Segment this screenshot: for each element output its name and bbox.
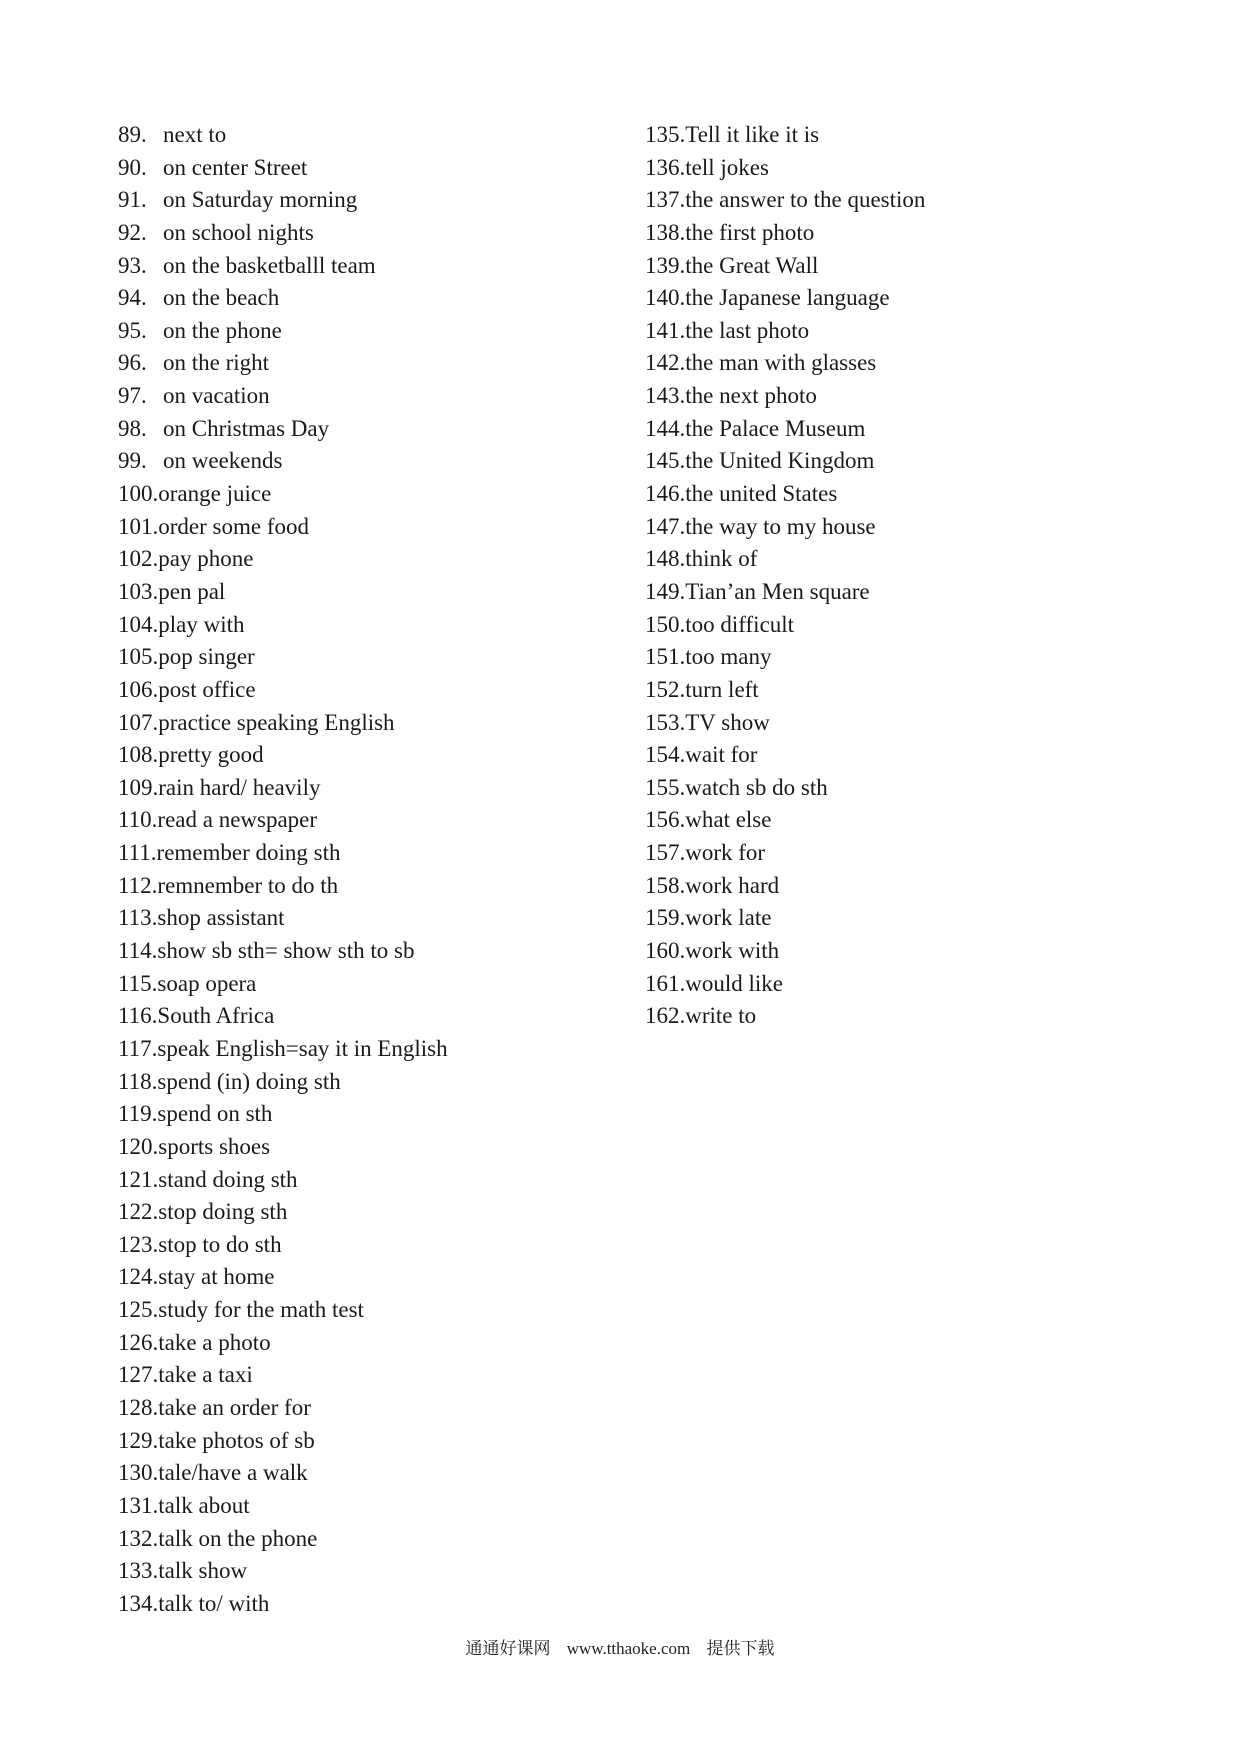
phrase-item bbox=[118, 1588, 648, 1621]
phrase-number: 162. bbox=[645, 1003, 686, 1029]
phrase-text: Tian’an Men square bbox=[685, 578, 870, 604]
phrase-number: 120. bbox=[118, 1133, 159, 1159]
phrase-number: 92. bbox=[118, 219, 147, 245]
phrase-item bbox=[118, 674, 648, 707]
phrase-item bbox=[118, 1196, 648, 1229]
footer-site-name: 通通好课网 bbox=[465, 1639, 551, 1658]
phrase-number: 125. bbox=[118, 1297, 159, 1323]
phrase-item bbox=[118, 217, 648, 250]
phrase-number: 108. bbox=[118, 742, 159, 768]
phrase-item bbox=[118, 968, 648, 1001]
phrase-text: stay at home bbox=[158, 1264, 275, 1290]
phrase-number: 141. bbox=[645, 317, 686, 343]
phrase-text: on the phone bbox=[163, 317, 282, 343]
phrase-text: pop singer bbox=[158, 644, 255, 670]
phrase-text: remnember to do th bbox=[157, 872, 339, 898]
phrase-text: on center Street bbox=[163, 154, 308, 180]
phrase-item bbox=[118, 478, 648, 511]
phrase-item bbox=[118, 152, 648, 185]
phrase-number: 151. bbox=[645, 644, 686, 670]
phrase-item bbox=[645, 511, 1205, 544]
phrase-text: the next photo bbox=[685, 383, 817, 409]
phrase-text: on weekends bbox=[163, 448, 283, 474]
phrase-item bbox=[118, 1229, 648, 1262]
phrase-text: stand doing sth bbox=[158, 1166, 298, 1192]
phrase-text: practice speaking English bbox=[158, 709, 395, 735]
phrase-text: work for bbox=[685, 840, 766, 866]
phrase-text: the Palace Museum bbox=[685, 415, 866, 441]
phrase-number: 154. bbox=[645, 742, 686, 768]
phrase-text: the first photo bbox=[685, 219, 815, 245]
phrase-number: 111. bbox=[118, 840, 157, 866]
phrase-text: tell jokes bbox=[685, 154, 769, 180]
phrase-number: 123. bbox=[118, 1231, 159, 1257]
phrase-text: pretty good bbox=[158, 742, 264, 768]
phrase-number: 139. bbox=[645, 252, 686, 278]
phrase-number: 161. bbox=[645, 970, 686, 996]
phrase-text: on the right bbox=[163, 350, 270, 376]
phrase-number: 149. bbox=[645, 578, 686, 604]
phrase-list-left bbox=[118, 119, 648, 1620]
phrase-item bbox=[645, 641, 1205, 674]
phrase-item bbox=[645, 184, 1205, 217]
phrase-text: take a taxi bbox=[158, 1362, 253, 1388]
phrase-text: the man with glasses bbox=[685, 350, 877, 376]
phrase-text: turn left bbox=[685, 676, 759, 702]
phrase-item bbox=[118, 1294, 648, 1327]
phrase-text: tale/have a walk bbox=[158, 1460, 308, 1486]
phrase-number: 118. bbox=[118, 1068, 158, 1094]
phrase-item bbox=[645, 707, 1205, 740]
phrase-number: 126. bbox=[118, 1329, 159, 1355]
phrase-number: 158. bbox=[645, 872, 686, 898]
phrase-text: next to bbox=[163, 122, 227, 147]
phrase-number: 114. bbox=[118, 938, 158, 964]
phrase-number: 97. bbox=[118, 383, 147, 409]
phrase-number: 100. bbox=[118, 481, 159, 507]
phrase-item bbox=[645, 1000, 1205, 1033]
phrase-text: pen pal bbox=[158, 578, 226, 604]
phrase-item bbox=[645, 152, 1205, 185]
phrase-item bbox=[645, 804, 1205, 837]
phrase-text: rain hard/ heavily bbox=[158, 774, 321, 800]
phrase-item bbox=[645, 347, 1205, 380]
phrase-text: write to bbox=[685, 1003, 757, 1029]
phrase-number: 128. bbox=[118, 1394, 159, 1420]
phrase-number: 113. bbox=[118, 905, 158, 931]
phrase-item bbox=[645, 837, 1205, 870]
phrase-item bbox=[118, 1066, 648, 1099]
phrase-text: the United Kingdom bbox=[685, 448, 875, 474]
phrase-text: the answer to the question bbox=[685, 187, 926, 213]
phrase-item bbox=[118, 641, 648, 674]
phrase-text: the Japanese language bbox=[685, 285, 890, 311]
phrase-text: read a newspaper bbox=[157, 807, 318, 833]
phrase-number: 107. bbox=[118, 709, 159, 735]
phrase-number: 99. bbox=[118, 448, 147, 474]
phrase-number: 93. bbox=[118, 252, 147, 278]
phrase-item bbox=[118, 804, 648, 837]
phrase-text: Tell it like it is bbox=[685, 122, 820, 147]
phrase-number: 115. bbox=[118, 970, 158, 996]
phrase-text: play with bbox=[158, 611, 245, 637]
phrase-number: 136. bbox=[645, 154, 686, 180]
phrase-number: 101. bbox=[118, 513, 159, 539]
phrase-item bbox=[118, 902, 648, 935]
phrase-number: 156. bbox=[645, 807, 686, 833]
phrase-number: 134. bbox=[118, 1590, 159, 1616]
phrase-number: 155. bbox=[645, 774, 686, 800]
phrase-number: 153. bbox=[645, 709, 686, 735]
phrase-item bbox=[118, 1131, 648, 1164]
phrase-item bbox=[118, 1490, 648, 1523]
phrase-text: what else bbox=[685, 807, 772, 833]
phrase-text: soap opera bbox=[157, 970, 257, 996]
phrase-number: 145. bbox=[645, 448, 686, 474]
phrase-item bbox=[118, 870, 648, 903]
phrase-number: 91. bbox=[118, 187, 147, 213]
phrase-number: 89. bbox=[118, 122, 147, 147]
phrase-number: 159. bbox=[645, 905, 686, 931]
phrase-number: 116. bbox=[118, 1003, 158, 1029]
phrase-number: 157. bbox=[645, 840, 686, 866]
phrase-text: pay phone bbox=[158, 546, 254, 572]
phrase-number: 109. bbox=[118, 774, 159, 800]
phrase-text: on Saturday morning bbox=[163, 187, 358, 213]
phrase-item bbox=[118, 609, 648, 642]
phrase-number: 144. bbox=[645, 415, 686, 441]
phrase-item bbox=[118, 1392, 648, 1425]
phrase-item bbox=[118, 1000, 648, 1033]
phrase-item bbox=[118, 1457, 648, 1490]
phrase-text: the way to my house bbox=[685, 513, 876, 539]
phrase-text: speak English=say it in English bbox=[157, 1035, 448, 1061]
phrase-item bbox=[118, 707, 648, 740]
phrase-item bbox=[645, 739, 1205, 772]
phrase-text: talk about bbox=[158, 1492, 250, 1518]
phrase-text: work late bbox=[685, 905, 772, 931]
phrase-item bbox=[645, 413, 1205, 446]
phrase-text: too difficult bbox=[685, 611, 795, 637]
phrase-item bbox=[118, 739, 648, 772]
phrase-item bbox=[118, 1261, 648, 1294]
phrase-item bbox=[645, 282, 1205, 315]
phrase-item bbox=[118, 1425, 648, 1458]
phrase-text: the united States bbox=[685, 481, 838, 507]
phrase-item bbox=[118, 576, 648, 609]
phrase-text: study for the math test bbox=[158, 1297, 364, 1323]
phrase-item bbox=[118, 445, 648, 478]
phrase-number: 160. bbox=[645, 938, 686, 964]
phrase-text: TV show bbox=[685, 709, 770, 735]
phrase-number: 135. bbox=[645, 122, 686, 147]
phrase-text: on school nights bbox=[163, 219, 314, 245]
phrase-text: stop doing sth bbox=[158, 1199, 288, 1225]
phrase-number: 133. bbox=[118, 1558, 159, 1584]
phrase-text: on the beach bbox=[163, 285, 280, 311]
phrase-item bbox=[118, 935, 648, 968]
phrase-text: the Great Wall bbox=[685, 252, 819, 278]
phrase-text: would like bbox=[685, 970, 783, 996]
phrase-number: 102. bbox=[118, 546, 159, 572]
phrase-item bbox=[118, 1359, 648, 1392]
phrase-text: on Christmas Day bbox=[163, 415, 330, 441]
phrase-item bbox=[645, 315, 1205, 348]
phrase-item bbox=[118, 1033, 648, 1066]
phrase-item bbox=[645, 119, 1205, 152]
phrase-number: 96. bbox=[118, 350, 147, 376]
phrase-item bbox=[645, 217, 1205, 250]
phrase-number: 124. bbox=[118, 1264, 159, 1290]
phrase-item bbox=[118, 511, 648, 544]
phrase-item bbox=[645, 380, 1205, 413]
phrase-text: wait for bbox=[685, 742, 758, 768]
phrase-text: talk show bbox=[158, 1558, 248, 1584]
phrase-number: 132. bbox=[118, 1525, 159, 1551]
phrase-text: show sb sth= show sth to sb bbox=[157, 938, 415, 964]
phrase-item bbox=[645, 543, 1205, 576]
phrase-item bbox=[118, 119, 648, 152]
phrase-number: 131. bbox=[118, 1492, 159, 1518]
phrase-number: 148. bbox=[645, 546, 686, 572]
phrase-text: spend on sth bbox=[157, 1101, 273, 1127]
phrase-item bbox=[118, 837, 648, 870]
phrase-item bbox=[645, 674, 1205, 707]
phrase-number: 105. bbox=[118, 644, 159, 670]
phrase-number: 122. bbox=[118, 1199, 159, 1225]
phrase-number: 104. bbox=[118, 611, 159, 637]
phrase-item bbox=[645, 445, 1205, 478]
phrase-text: South Africa bbox=[157, 1003, 275, 1029]
phrase-text: orange juice bbox=[158, 481, 272, 507]
phrase-number: 127. bbox=[118, 1362, 159, 1388]
phrase-number: 110. bbox=[118, 807, 158, 833]
phrase-text: post office bbox=[158, 676, 256, 702]
phrase-item bbox=[118, 347, 648, 380]
phrase-item bbox=[118, 1523, 648, 1556]
phrase-number: 95. bbox=[118, 317, 147, 343]
phrase-text: on vacation bbox=[163, 383, 270, 409]
phrase-number: 142. bbox=[645, 350, 686, 376]
phrase-item bbox=[645, 935, 1205, 968]
phrase-item bbox=[118, 184, 648, 217]
phrase-item bbox=[118, 380, 648, 413]
phrase-number: 152. bbox=[645, 676, 686, 702]
phrase-text: shop assistant bbox=[157, 905, 285, 931]
phrase-text: order some food bbox=[158, 513, 309, 539]
phrase-item bbox=[645, 772, 1205, 805]
phrase-list-right bbox=[645, 119, 1205, 1033]
phrase-item bbox=[645, 609, 1205, 642]
phrase-item bbox=[118, 1555, 648, 1588]
phrase-item bbox=[645, 902, 1205, 935]
phrase-text: work hard bbox=[685, 872, 780, 898]
phrase-text: spend (in) doing sth bbox=[157, 1068, 341, 1094]
phrase-number: 129. bbox=[118, 1427, 159, 1453]
phrase-number: 150. bbox=[645, 611, 686, 637]
footer-url: www.tthaoke.com bbox=[566, 1639, 691, 1658]
phrase-number: 90. bbox=[118, 154, 147, 180]
phrase-number: 147. bbox=[645, 513, 686, 539]
phrase-item bbox=[118, 315, 648, 348]
phrase-text: take an order for bbox=[158, 1394, 311, 1420]
phrase-number: 117. bbox=[118, 1035, 158, 1061]
phrase-item bbox=[118, 413, 648, 446]
phrase-number: 119. bbox=[118, 1101, 158, 1127]
phrase-text: on the basketballl team bbox=[163, 252, 376, 278]
phrase-number: 103. bbox=[118, 578, 159, 604]
phrase-number: 94. bbox=[118, 285, 147, 311]
phrase-text: remember doing sth bbox=[156, 840, 341, 866]
phrase-text: sports shoes bbox=[158, 1133, 271, 1159]
phrase-text: take photos of sb bbox=[158, 1427, 315, 1453]
phrase-number: 137. bbox=[645, 187, 686, 213]
phrase-number: 140. bbox=[645, 285, 686, 311]
phrase-text: the last photo bbox=[685, 317, 810, 343]
phrase-number: 106. bbox=[118, 676, 159, 702]
phrase-item bbox=[118, 543, 648, 576]
phrase-number: 112. bbox=[118, 872, 158, 898]
phrase-item bbox=[645, 250, 1205, 283]
phrase-item bbox=[118, 1098, 648, 1131]
phrase-item bbox=[118, 1164, 648, 1197]
phrase-text: stop to do sth bbox=[158, 1231, 282, 1257]
phrase-text: think of bbox=[685, 546, 758, 572]
phrase-text: work with bbox=[685, 938, 780, 964]
phrase-item bbox=[645, 576, 1205, 609]
phrase-item bbox=[645, 870, 1205, 903]
phrase-number: 143. bbox=[645, 383, 686, 409]
phrase-number: 138. bbox=[645, 219, 686, 245]
phrase-item bbox=[645, 478, 1205, 511]
phrase-text: talk on the phone bbox=[158, 1525, 318, 1551]
phrase-item bbox=[118, 282, 648, 315]
phrase-number: 130. bbox=[118, 1460, 159, 1486]
phrase-number: 121. bbox=[118, 1166, 159, 1192]
phrase-item bbox=[118, 250, 648, 283]
phrase-text: watch sb do sth bbox=[685, 774, 828, 800]
page-footer bbox=[0, 1634, 1240, 1659]
phrase-text: too many bbox=[685, 644, 772, 670]
phrase-item bbox=[118, 772, 648, 805]
phrase-item bbox=[645, 968, 1205, 1001]
phrase-text: take a photo bbox=[158, 1329, 271, 1355]
phrase-number: 98. bbox=[118, 415, 147, 441]
footer-note: 提供下载 bbox=[706, 1639, 775, 1658]
phrase-item bbox=[118, 1327, 648, 1360]
phrase-text: talk to/ with bbox=[158, 1590, 270, 1616]
phrase-number: 146. bbox=[645, 481, 686, 507]
